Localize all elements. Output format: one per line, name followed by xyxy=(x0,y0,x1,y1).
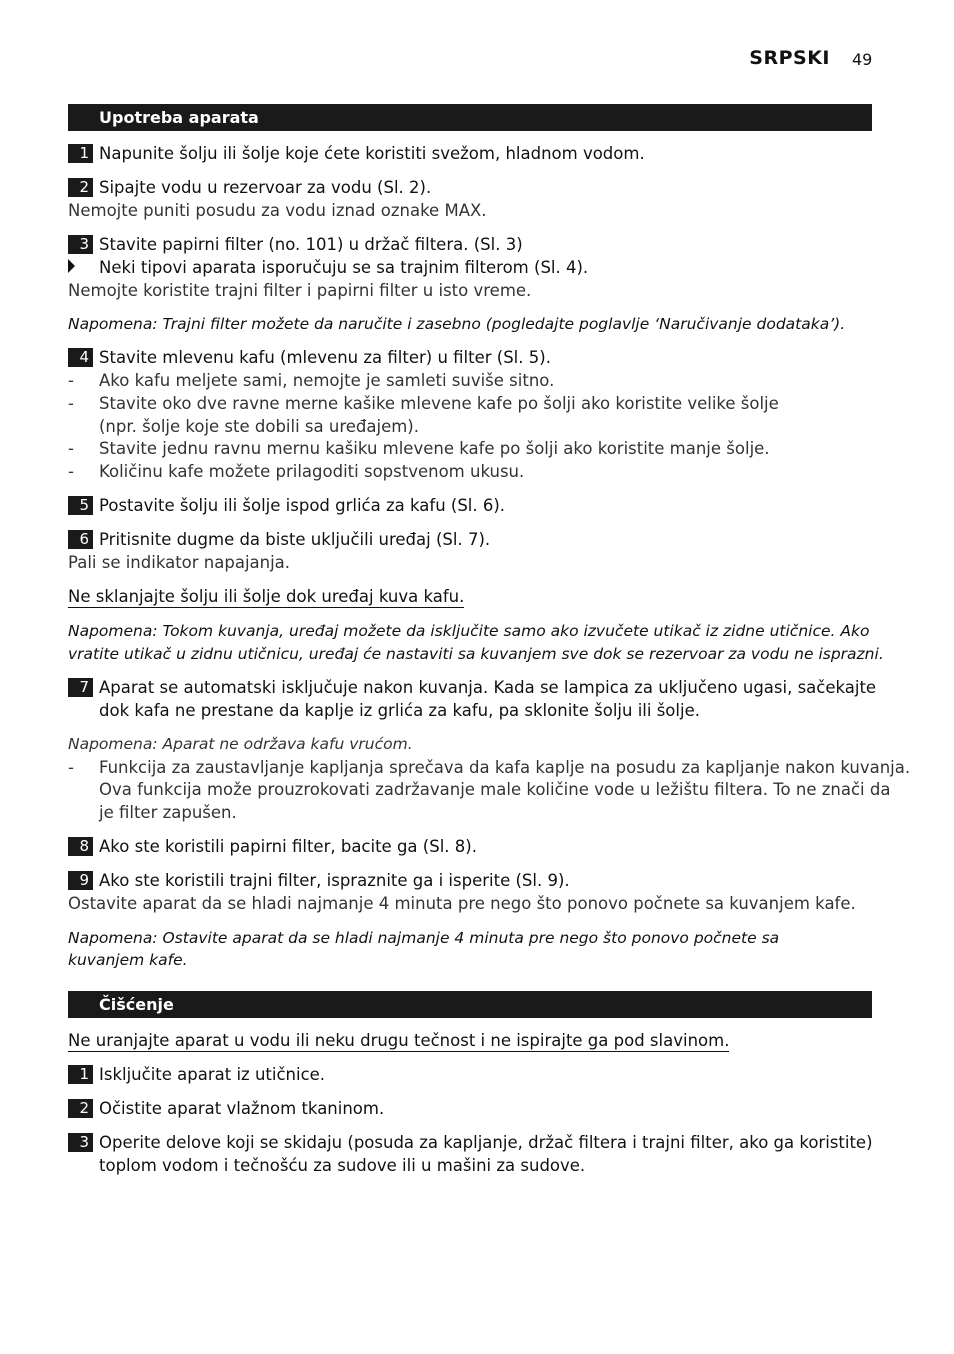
step-number: 2 xyxy=(68,178,93,197)
bullet-text: je filter zapušen. xyxy=(99,803,237,822)
step-number: 3 xyxy=(68,235,93,254)
step-text: Sipajte vodu u rezervoar za vodu (Sl. 2). xyxy=(99,178,432,197)
step-number: 1 xyxy=(68,144,93,163)
step-text: Ako ste koristili papirni filter, bacite ga (Sl. 8). xyxy=(99,837,477,856)
note-text: Napomena: Tokom kuvanja, uređaj možete da isključite samo ako izvučete utikač iz zidne utičnice. Ako xyxy=(68,622,870,640)
step-subitem: Neki tipovi aparata isporučuju se sa trajnim filterom (Sl. 4). xyxy=(99,258,589,277)
step-text: Stavite papirni filter (no. 101) u držač filtera. (Sl. 3) xyxy=(99,235,523,254)
bullet-text: Količinu kafe možete prilagoditi sopstvenom ukusu. xyxy=(99,462,525,481)
note-text: Napomena: Ostavite aparat da se hladi najmanje 4 minuta pre nego što ponovo počnete sa xyxy=(68,929,780,947)
bullet-text: Stavite oko dve ravne merne kašike mlevene kafe po šolji ako koristite velike šolje xyxy=(99,394,779,413)
bullet-text: Ako kafu meljete sami, nemojte je samleti suviše sitno. xyxy=(99,371,555,390)
step-text: Napunite šolju ili šolje koje ćete koristiti svežom, hladnom vodom. xyxy=(99,144,645,163)
step-number: 9 xyxy=(68,871,93,890)
step-note: Ostavite aparat da se hladi najmanje 4 minuta pre nego što ponovo počnete sa kuvanjem kafe. xyxy=(68,894,856,913)
step-number: 5 xyxy=(68,496,93,515)
step-note: Nemojte koristite trajni filter i papirni filter u isto vreme. xyxy=(68,281,532,300)
note-text: Napomena: Aparat ne održava kafu vrućom. xyxy=(68,735,413,753)
page-number: 49 xyxy=(852,50,873,69)
step-text: Postavite šolju ili šolje ispod grlića za kafu (Sl. 6). xyxy=(99,496,506,515)
step-number: 4 xyxy=(68,348,93,367)
step-text: Operite delove koji se skidaju (posuda za kapljanje, držač filtera i trajni filter, ako ga koristite) xyxy=(99,1133,873,1152)
step-note: Pali se indikator napajanja. xyxy=(68,553,291,572)
step-number: 3 xyxy=(68,1133,93,1152)
step-number: 2 xyxy=(68,1099,93,1118)
section-heading-cleaning: Čišćenje xyxy=(68,991,872,1018)
warning-text: Ne uranjajte aparat u vodu ili neku drugu tečnost i ne ispirajte ga pod slavinom. xyxy=(68,1031,730,1050)
language-label: SRPSKI xyxy=(749,47,830,69)
dash-bullet: - xyxy=(68,758,74,777)
note-text: Napomena: Trajni filter možete da naručite i zasebno (pogledajte poglavlje ‘Naručivanje dodataka’). xyxy=(68,315,846,333)
step-number: 6 xyxy=(68,530,93,549)
dash-bullet: - xyxy=(68,371,74,390)
dash-bullet: - xyxy=(68,439,74,458)
warning-text: Ne sklanjajte šolju ili šolje dok uređaj kuva kafu. xyxy=(68,587,465,606)
bullet-text: Stavite jednu ravnu mernu kašiku mlevene kafe po šolji ako koristite manje šolje. xyxy=(99,439,770,458)
bullet-text: (npr. šolje koje ste dobili sa uređajem). xyxy=(99,417,419,436)
step-text: Aparat se automatski isključuje nakon kuvanja. Kada se lampica za uključeno ugasi, sačekajte xyxy=(99,678,877,697)
step-text: Isključite aparat iz utičnice. xyxy=(99,1065,326,1084)
dash-bullet: - xyxy=(68,462,74,481)
section-heading-usage: Upotreba aparata xyxy=(68,104,872,131)
step-text: Pritisnite dugme da biste uključili uređaj (Sl. 7). xyxy=(99,530,491,549)
step-text: dok kafa ne prestane da kaplje iz grlića za kafu, pa sklonite šolju ili šolje. xyxy=(99,701,700,720)
step-number: 1 xyxy=(68,1065,93,1084)
bullet-text: Ova funkcija može prouzrokovati zadržavanje male količine vode u ležištu filtera. To ne znači da xyxy=(99,780,891,799)
step-text: Ako ste koristili trajni filter, ispraznite ga i isperite (Sl. 9). xyxy=(99,871,570,890)
dash-bullet: - xyxy=(68,394,74,413)
bullet-text: Funkcija za zaustavljanje kapljanja sprečava da kafa kaplje na posudu za kapljanje nakon kuvanja. xyxy=(99,758,911,777)
note-text: vratite utikač u zidnu utičnicu, uređaj će nastaviti sa kuvanjem sve dok se rezervoar za vodu ne isprazni. xyxy=(68,645,884,663)
step-text: Stavite mlevenu kafu (mlevenu za filter) u filter (Sl. 5). xyxy=(99,348,551,367)
arrow-bullet-icon xyxy=(68,259,75,273)
step-number: 8 xyxy=(68,837,93,856)
step-text: toplom vodom i tečnošću za sudove ili u mašini za sudove. xyxy=(99,1156,586,1175)
step-number: 7 xyxy=(68,678,93,697)
step-note: Nemojte puniti posudu za vodu iznad oznake MAX. xyxy=(68,201,487,220)
step-text: Očistite aparat vlažnom tkaninom. xyxy=(99,1099,385,1118)
note-text: kuvanjem kafe. xyxy=(68,951,188,969)
